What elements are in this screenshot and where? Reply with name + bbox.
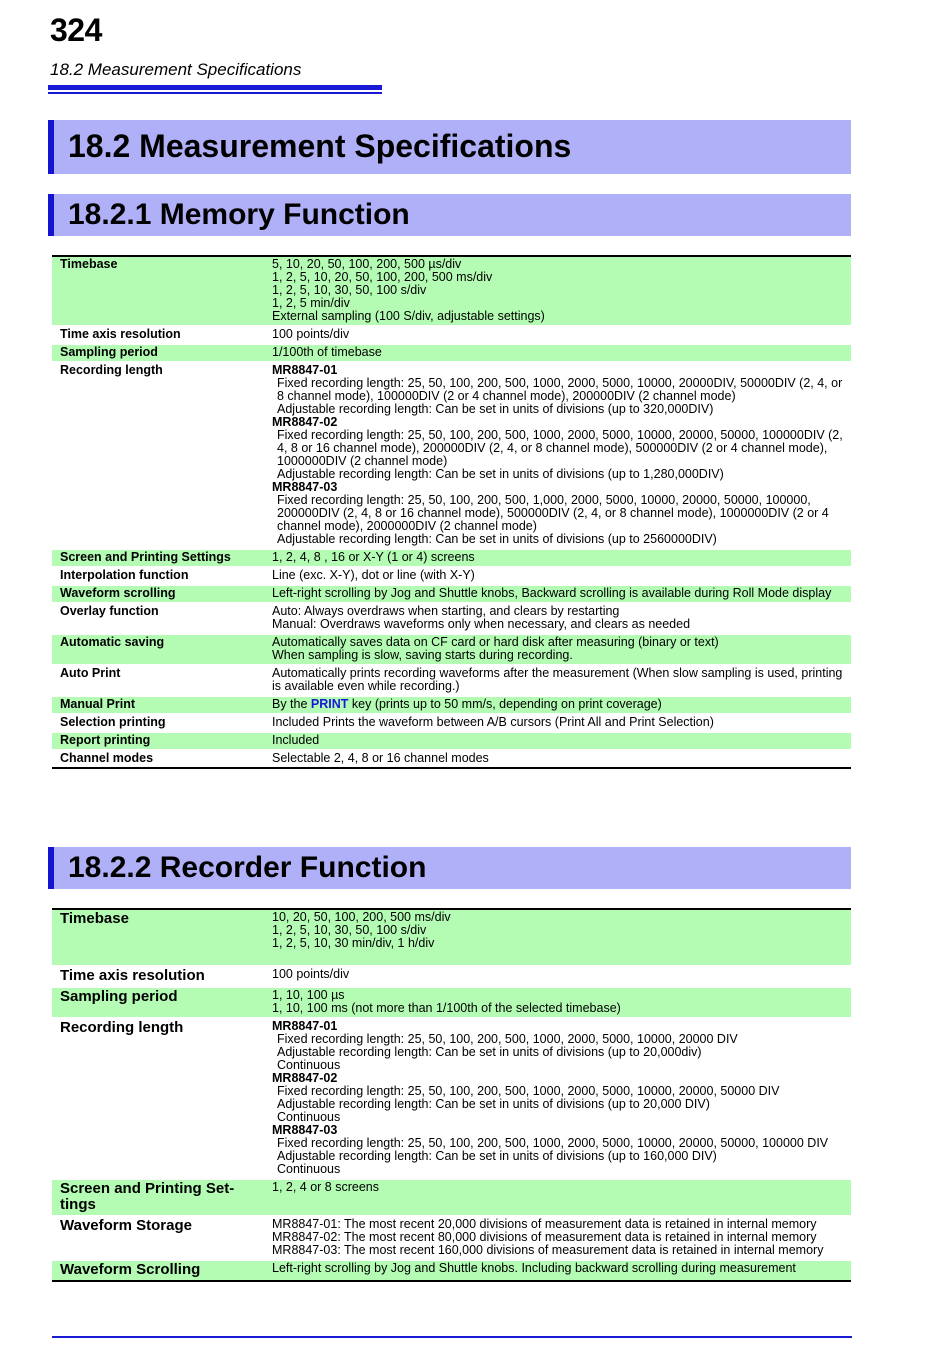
row-label: Channel modes [60,751,154,765]
row-value: 100 points/div [264,966,851,987]
row-label: Waveform scrolling [52,585,264,603]
row-label: Manual Print [52,696,264,714]
table-row [52,634,851,665]
table-row [52,585,851,603]
row-label: Screen and Printing Settings [52,549,264,567]
row-value: Left-right scrolling by Jog and Shuttle knobs, Backward scrolling is available during Roll Mode display [264,585,851,603]
footer-rule [52,1336,852,1338]
memory-spec-table [52,255,851,769]
row-label: Sampling period [52,344,264,362]
running-header: 18.2 Measurement Specifications [50,60,302,79]
row-label: Auto Print [52,665,264,696]
table-row [52,1018,851,1179]
row-value: 1/100th of timebase [264,344,851,362]
model-name: MR8847-03 [272,480,338,494]
table-row [52,750,851,768]
row-value: MR8847-01 Fixed recording length: 25, 50, 100, 200, 500, 1000, 2000, 5000, 10000, 20000 DIV Adjustable recording length: Can be set in units of divisions (up to 20,000div) Continuous MR8847-02 Fixed recording length: 25, 50, 100, 200, 500, 1000, 2000, 5000, 10000, 20000, 50000 DIV Adjustable recording length: Can be set in units of divisions (up to 20,000 DIV) Continuous MR8847-03 Fixed recording length: 25, 50, 100, 200, 500, 1000, 2000, 5000, 10000, 20000, 50000, 100000 DIV Adjustable recording length: Can be set in units of divisions (up to 160,000 DIV) Continuous [264,1018,851,1179]
table-row [52,732,851,750]
row-label: Report printing [52,732,264,750]
row-value: 1, 10, 100 µs 1, 10, 100 ms (not more than 1/100th of the selected timebase) [264,987,851,1018]
row-label: Automatic saving [52,634,264,665]
row-label: Interpolation function [52,567,264,585]
table-row [52,603,851,634]
table-row [52,909,851,966]
row-label: Waveform Storage [52,1216,264,1260]
row-value: 100 points/div [264,326,851,344]
row-value: 5, 10, 20, 50, 100, 200, 500 µs/div 1, 2, 5, 10, 20, 50, 100, 200, 500 ms/div 1, 2, 5, 10, 30, 50, 100 s/div 1, 2, 5 min/div External sampling (100 S/div, adjustable settings) [264,256,851,326]
table-row [52,256,851,326]
table-row [52,987,851,1018]
row-value: Included Prints the waveform between A/B cursors (Print All and Print Selection) [264,714,851,732]
row-value: 1, 2, 4 or 8 screens [264,1179,851,1216]
table-row [52,966,851,987]
header-rule [48,85,382,90]
row-label: Overlay function [52,603,264,634]
table-row [52,362,851,549]
row-label: Sampling period [52,987,264,1018]
row-value: 1, 2, 4, 8 , 16 or X-Y (1 or 4) screens [264,549,851,567]
row-value: Left-right scrolling by Jog and Shuttle knobs. Including backward scrolling during measurement [264,1260,851,1281]
row-value: By the PRINT key (prints up to 50 mm/s, depending on print coverage) [264,696,851,714]
row-value: Line (exc. X-Y), dot or line (with X-Y) [264,567,851,585]
recorder-spec-table [52,908,851,1282]
model-name: MR8847-02 [272,415,338,429]
row-value: Included [264,732,851,750]
table-row [52,1179,851,1216]
row-label: Time axis resolution [52,966,264,987]
model-name: MR8847-02 [272,1071,338,1085]
row-value: Automatically saves data on CF card or hard disk after measuring (binary or text) When sampling is slow, saving starts during recording. [264,634,851,665]
row-label: Screen and Printing Set-tings [52,1179,264,1216]
table-row [52,326,851,344]
row-label: Timebase [52,909,264,966]
row-value: 10, 20, 50, 100, 200, 500 ms/div 1, 2, 5, 10, 30, 50, 100 s/div 1, 2, 5, 10, 30 min/div, 1 h/div [264,909,851,966]
row-label: Selection printing [52,714,264,732]
memory-function-title: 18.2.1 Memory Function [48,194,851,236]
model-name: MR8847-03 [272,1123,338,1137]
row-value: Selectable 2, 4, 8 or 16 channel modes [272,751,489,765]
row-label: Recording length [52,362,264,549]
header-rule-thin [48,92,382,94]
table-row [52,1260,851,1281]
table-row [52,696,851,714]
table-row [52,344,851,362]
model-name: MR8847-01 [272,363,338,377]
row-label: Time axis resolution [52,326,264,344]
row-value: MR8847-01: The most recent 20,000 divisions of measurement data is retained in internal memory MR8847-02: The most recent 80,000 divisions of measurement data is retained in internal memory MR8847-03: The most recent 160,000 divisions of measurement data is retained in internal memory [264,1216,851,1260]
row-value: MR8847-01 Fixed recording length: 25, 50, 100, 200, 500, 1000, 2000, 5000, 10000, 20000DIV, 50000DIV (2, 4, or 8 channel mode), 100000DIV (2 or 4 channel mode), 200000DIV (2 channel mode) Adjustable recording length: Can be set in units of divisions (up to 320,000DIV) MR8847-02 Fixed recording length: 25, 50, 100, 200, 500, 1000, 2000, 5000, 10000, 20000, 50000, 100000DIV (2, 4, 8 or 16 channel mode), 200000DIV (2, 4, or 8 channel mode), 500000DIV (2 or 4 channel mode), 1000000DIV (2 channel mode) Adjustable recording length: Can be set in units of divisions (up to 1,280,000DIV) MR8847-03 Fixed recording length: 25, 50, 100, 200, 500, 1,000, 2000, 5000, 10000, 20000, 50000, 100000, 200000DIV (2, 4, 8 or 16 channel mode), 500000DIV (2, 4, or 8 channel mode), 1000000DIV (2 or 4 channel mode), 2000000DIV (2 channel mode) Adjustable recording length: Can be set in units of divisions (up to 2560000DIV) [264,362,851,549]
row-value: Auto: Always overdraws when starting, and clears by restarting Manual: Overdraws waveforms only when necessary, and clears as needed [264,603,851,634]
section-title: 18.2 Measurement Specifications [48,120,851,174]
page-number: 324 [50,12,102,48]
recorder-function-title: 18.2.2 Recorder Function [48,847,851,889]
print-key-label: PRINT [310,697,349,711]
table-row [52,714,851,732]
row-label: Waveform Scrolling [52,1260,264,1281]
row-label: Recording length [52,1018,264,1179]
table-row [52,567,851,585]
row-value: Automatically prints recording waveforms after the measurement (When slow sampling is used, printing is available even while recording.) [264,665,851,696]
model-name: MR8847-01 [272,1019,338,1033]
table-row [52,1216,851,1260]
table-row [52,549,851,567]
table-row [52,665,851,696]
row-label: Timebase [52,256,264,326]
